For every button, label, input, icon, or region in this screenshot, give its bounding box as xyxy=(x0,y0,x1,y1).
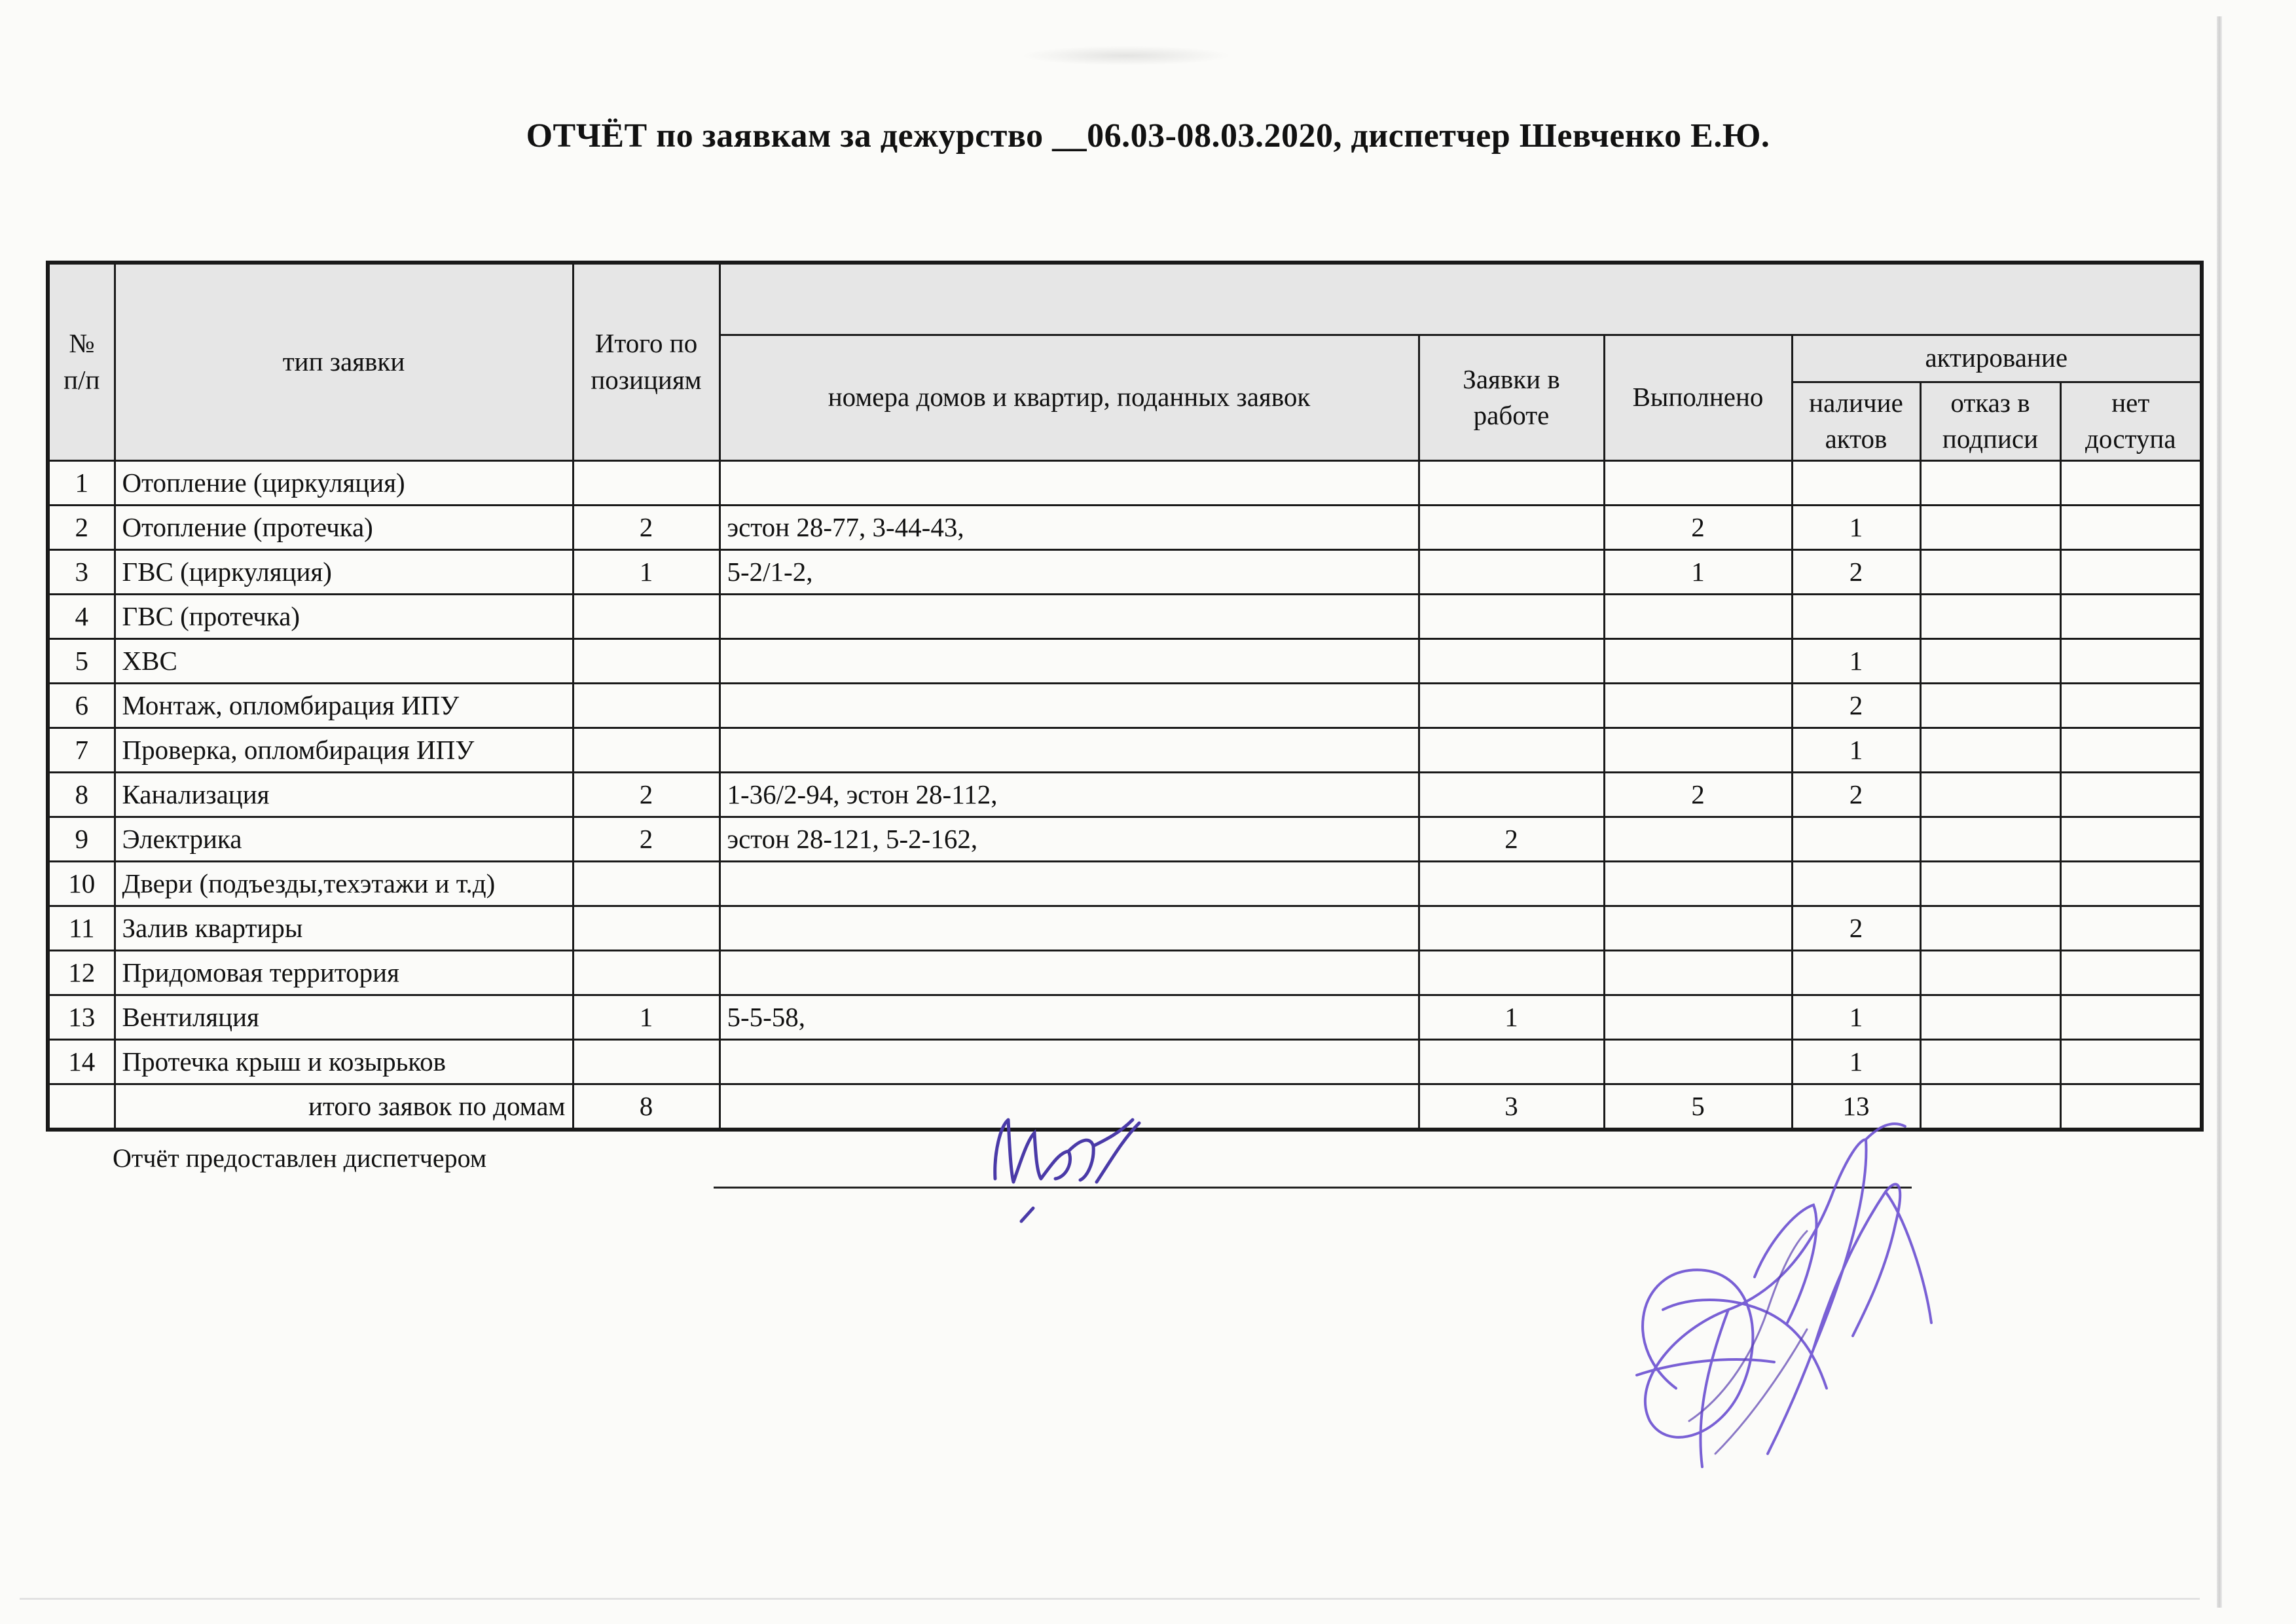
table-row xyxy=(48,906,2202,950)
row-addresses xyxy=(720,683,1419,728)
row-no-access xyxy=(2060,995,2202,1039)
row-refused xyxy=(1920,950,2060,995)
header-refused: отказ в подписи xyxy=(1920,382,2060,460)
row-done: 2 xyxy=(1604,772,1792,817)
table-row xyxy=(48,950,2202,995)
header-type: тип заявки xyxy=(115,263,573,460)
row-addresses xyxy=(720,906,1419,950)
row-type: ГВС (циркуляция) xyxy=(115,549,573,594)
row-done xyxy=(1604,460,1792,505)
table-row xyxy=(48,861,2202,906)
totals-label: итого заявок по домам xyxy=(115,1084,573,1130)
totals-acts: 13 xyxy=(1792,1084,1920,1130)
row-total xyxy=(573,683,720,728)
header-acts: наличие актов xyxy=(1792,382,1920,460)
row-addresses xyxy=(720,861,1419,906)
row-acts: 1 xyxy=(1792,1039,1920,1084)
header-total: Итого по позициям xyxy=(573,263,720,460)
row-no-access xyxy=(2060,861,2202,906)
row-type: Залив квартиры xyxy=(115,906,573,950)
row-addresses: эстон 28-77, 3-44-43, xyxy=(720,505,1419,549)
row-total xyxy=(573,1039,720,1084)
row-no-access xyxy=(2060,906,2202,950)
table-row xyxy=(48,594,2202,638)
report-table xyxy=(46,261,2204,1132)
row-done xyxy=(1604,995,1792,1039)
table-row xyxy=(48,460,2202,505)
row-num: 12 xyxy=(48,950,115,995)
row-total xyxy=(573,950,720,995)
row-acts: 2 xyxy=(1792,683,1920,728)
row-in-work xyxy=(1419,1039,1604,1084)
row-refused xyxy=(1920,995,2060,1039)
row-refused xyxy=(1920,505,2060,549)
row-no-access xyxy=(2060,638,2202,683)
row-in-work: 1 xyxy=(1419,995,1604,1039)
row-done xyxy=(1604,817,1792,861)
row-refused xyxy=(1920,594,2060,638)
row-total xyxy=(573,861,720,906)
row-no-access xyxy=(2060,594,2202,638)
row-total xyxy=(573,460,720,505)
header-in-work: Заявки в работе xyxy=(1419,335,1604,460)
row-addresses xyxy=(720,1039,1419,1084)
row-total xyxy=(573,728,720,772)
row-acts: 1 xyxy=(1792,728,1920,772)
row-num: 11 xyxy=(48,906,115,950)
header-act-group: актирование xyxy=(1792,335,2202,382)
row-total xyxy=(573,594,720,638)
row-total: 2 xyxy=(573,772,720,817)
row-num: 5 xyxy=(48,638,115,683)
row-total xyxy=(573,906,720,950)
totals-done: 5 xyxy=(1604,1084,1792,1130)
row-refused xyxy=(1920,638,2060,683)
row-num: 14 xyxy=(48,1039,115,1084)
row-refused xyxy=(1920,683,2060,728)
row-done xyxy=(1604,638,1792,683)
row-acts xyxy=(1792,950,1920,995)
row-addresses xyxy=(720,594,1419,638)
totals-no-access xyxy=(2060,1084,2202,1130)
row-no-access xyxy=(2060,772,2202,817)
row-acts xyxy=(1792,817,1920,861)
row-num: 9 xyxy=(48,817,115,861)
row-num: 4 xyxy=(48,594,115,638)
row-acts: 2 xyxy=(1792,549,1920,594)
row-type: ХВС xyxy=(115,638,573,683)
row-done: 2 xyxy=(1604,505,1792,549)
row-addresses xyxy=(720,950,1419,995)
row-acts: 1 xyxy=(1792,638,1920,683)
row-type: Протечка крыш и козырьков xyxy=(115,1039,573,1084)
row-refused xyxy=(1920,817,2060,861)
header-top-band xyxy=(720,263,2202,335)
table-row xyxy=(48,1039,2202,1084)
row-num: 1 xyxy=(48,460,115,505)
row-done xyxy=(1604,861,1792,906)
row-num: 10 xyxy=(48,861,115,906)
row-num: 3 xyxy=(48,549,115,594)
row-in-work xyxy=(1419,549,1604,594)
row-no-access xyxy=(2060,1039,2202,1084)
totals-empty-cell xyxy=(48,1084,115,1130)
row-no-access xyxy=(2060,950,2202,995)
row-addresses xyxy=(720,460,1419,505)
row-type: Отопление (протечка) xyxy=(115,505,573,549)
totals-refused xyxy=(1920,1084,2060,1130)
row-done xyxy=(1604,1039,1792,1084)
scan-edge-bottom xyxy=(20,1598,2200,1600)
row-refused xyxy=(1920,906,2060,950)
row-refused xyxy=(1920,549,2060,594)
row-in-work xyxy=(1419,460,1604,505)
row-addresses: эстон 28-121, 5-2-162, xyxy=(720,817,1419,861)
row-type: Электрика xyxy=(115,817,573,861)
row-in-work xyxy=(1419,950,1604,995)
row-type: Монтаж, опломбирация ИПУ xyxy=(115,683,573,728)
table-row xyxy=(48,772,2202,817)
row-in-work xyxy=(1419,683,1604,728)
row-type: Канализация xyxy=(115,772,573,817)
row-refused xyxy=(1920,1039,2060,1084)
table-row xyxy=(48,638,2202,683)
row-in-work xyxy=(1419,906,1604,950)
row-acts xyxy=(1792,460,1920,505)
row-num: 8 xyxy=(48,772,115,817)
row-total: 1 xyxy=(573,549,720,594)
row-in-work xyxy=(1419,638,1604,683)
row-done xyxy=(1604,728,1792,772)
table-row xyxy=(48,995,2202,1039)
row-no-access xyxy=(2060,728,2202,772)
approval-signature xyxy=(1597,1113,1938,1506)
row-num: 13 xyxy=(48,995,115,1039)
row-type: Двери (подъезды,техэтажи и т.д) xyxy=(115,861,573,906)
row-type: ГВС (протечка) xyxy=(115,594,573,638)
row-acts xyxy=(1792,861,1920,906)
row-type: Придомовая территория xyxy=(115,950,573,995)
footer-label: Отчёт предоставлен диспетчером xyxy=(113,1143,487,1173)
row-done xyxy=(1604,683,1792,728)
row-done: 1 xyxy=(1604,549,1792,594)
totals-in-work: 3 xyxy=(1419,1084,1604,1130)
row-addresses xyxy=(720,638,1419,683)
row-in-work xyxy=(1419,594,1604,638)
row-addresses: 5-2/1-2, xyxy=(720,549,1419,594)
header-num: № п/п xyxy=(48,263,115,460)
row-no-access xyxy=(2060,683,2202,728)
scan-smudge xyxy=(1021,46,1231,65)
table-row xyxy=(48,549,2202,594)
totals-total: 8 xyxy=(573,1084,720,1130)
row-num: 2 xyxy=(48,505,115,549)
row-in-work xyxy=(1419,505,1604,549)
row-total: 2 xyxy=(573,817,720,861)
row-refused xyxy=(1920,861,2060,906)
row-total: 2 xyxy=(573,505,720,549)
row-acts: 1 xyxy=(1792,505,1920,549)
row-done xyxy=(1604,594,1792,638)
row-acts: 2 xyxy=(1792,906,1920,950)
row-done xyxy=(1604,950,1792,995)
row-in-work xyxy=(1419,728,1604,772)
dispatcher-signature xyxy=(982,1100,1152,1238)
row-total xyxy=(573,638,720,683)
row-in-work: 2 xyxy=(1419,817,1604,861)
scan-edge-right xyxy=(2217,16,2222,1608)
row-num: 6 xyxy=(48,683,115,728)
table-row xyxy=(48,505,2202,549)
row-addresses xyxy=(720,728,1419,772)
row-addresses: 5-5-58, xyxy=(720,995,1419,1039)
row-refused xyxy=(1920,728,2060,772)
table-row xyxy=(48,817,2202,861)
row-type: Отопление (циркуляция) xyxy=(115,460,573,505)
row-in-work xyxy=(1419,861,1604,906)
header-addresses: номера домов и квартир, поданных заявок xyxy=(720,335,1419,460)
report-title: ОТЧЁТ по заявкам за дежурство __06.03-08.03.2020, диспетчер Шевченко Е.Ю. xyxy=(526,117,1770,155)
row-num: 7 xyxy=(48,728,115,772)
row-type: Проверка, опломбирация ИПУ xyxy=(115,728,573,772)
row-type: Вентиляция xyxy=(115,995,573,1039)
row-no-access xyxy=(2060,549,2202,594)
row-addresses: 1-36/2-94, эстон 28-112, xyxy=(720,772,1419,817)
header-done: Выполнено xyxy=(1604,335,1792,460)
row-no-access xyxy=(2060,817,2202,861)
row-no-access xyxy=(2060,460,2202,505)
row-in-work xyxy=(1419,772,1604,817)
header-no-access: нет доступа xyxy=(2060,382,2202,460)
table-row xyxy=(48,728,2202,772)
row-total: 1 xyxy=(573,995,720,1039)
row-acts: 2 xyxy=(1792,772,1920,817)
row-acts xyxy=(1792,594,1920,638)
row-no-access xyxy=(2060,505,2202,549)
row-acts: 1 xyxy=(1792,995,1920,1039)
row-done xyxy=(1604,906,1792,950)
row-refused xyxy=(1920,772,2060,817)
row-refused xyxy=(1920,460,2060,505)
table-row xyxy=(48,683,2202,728)
